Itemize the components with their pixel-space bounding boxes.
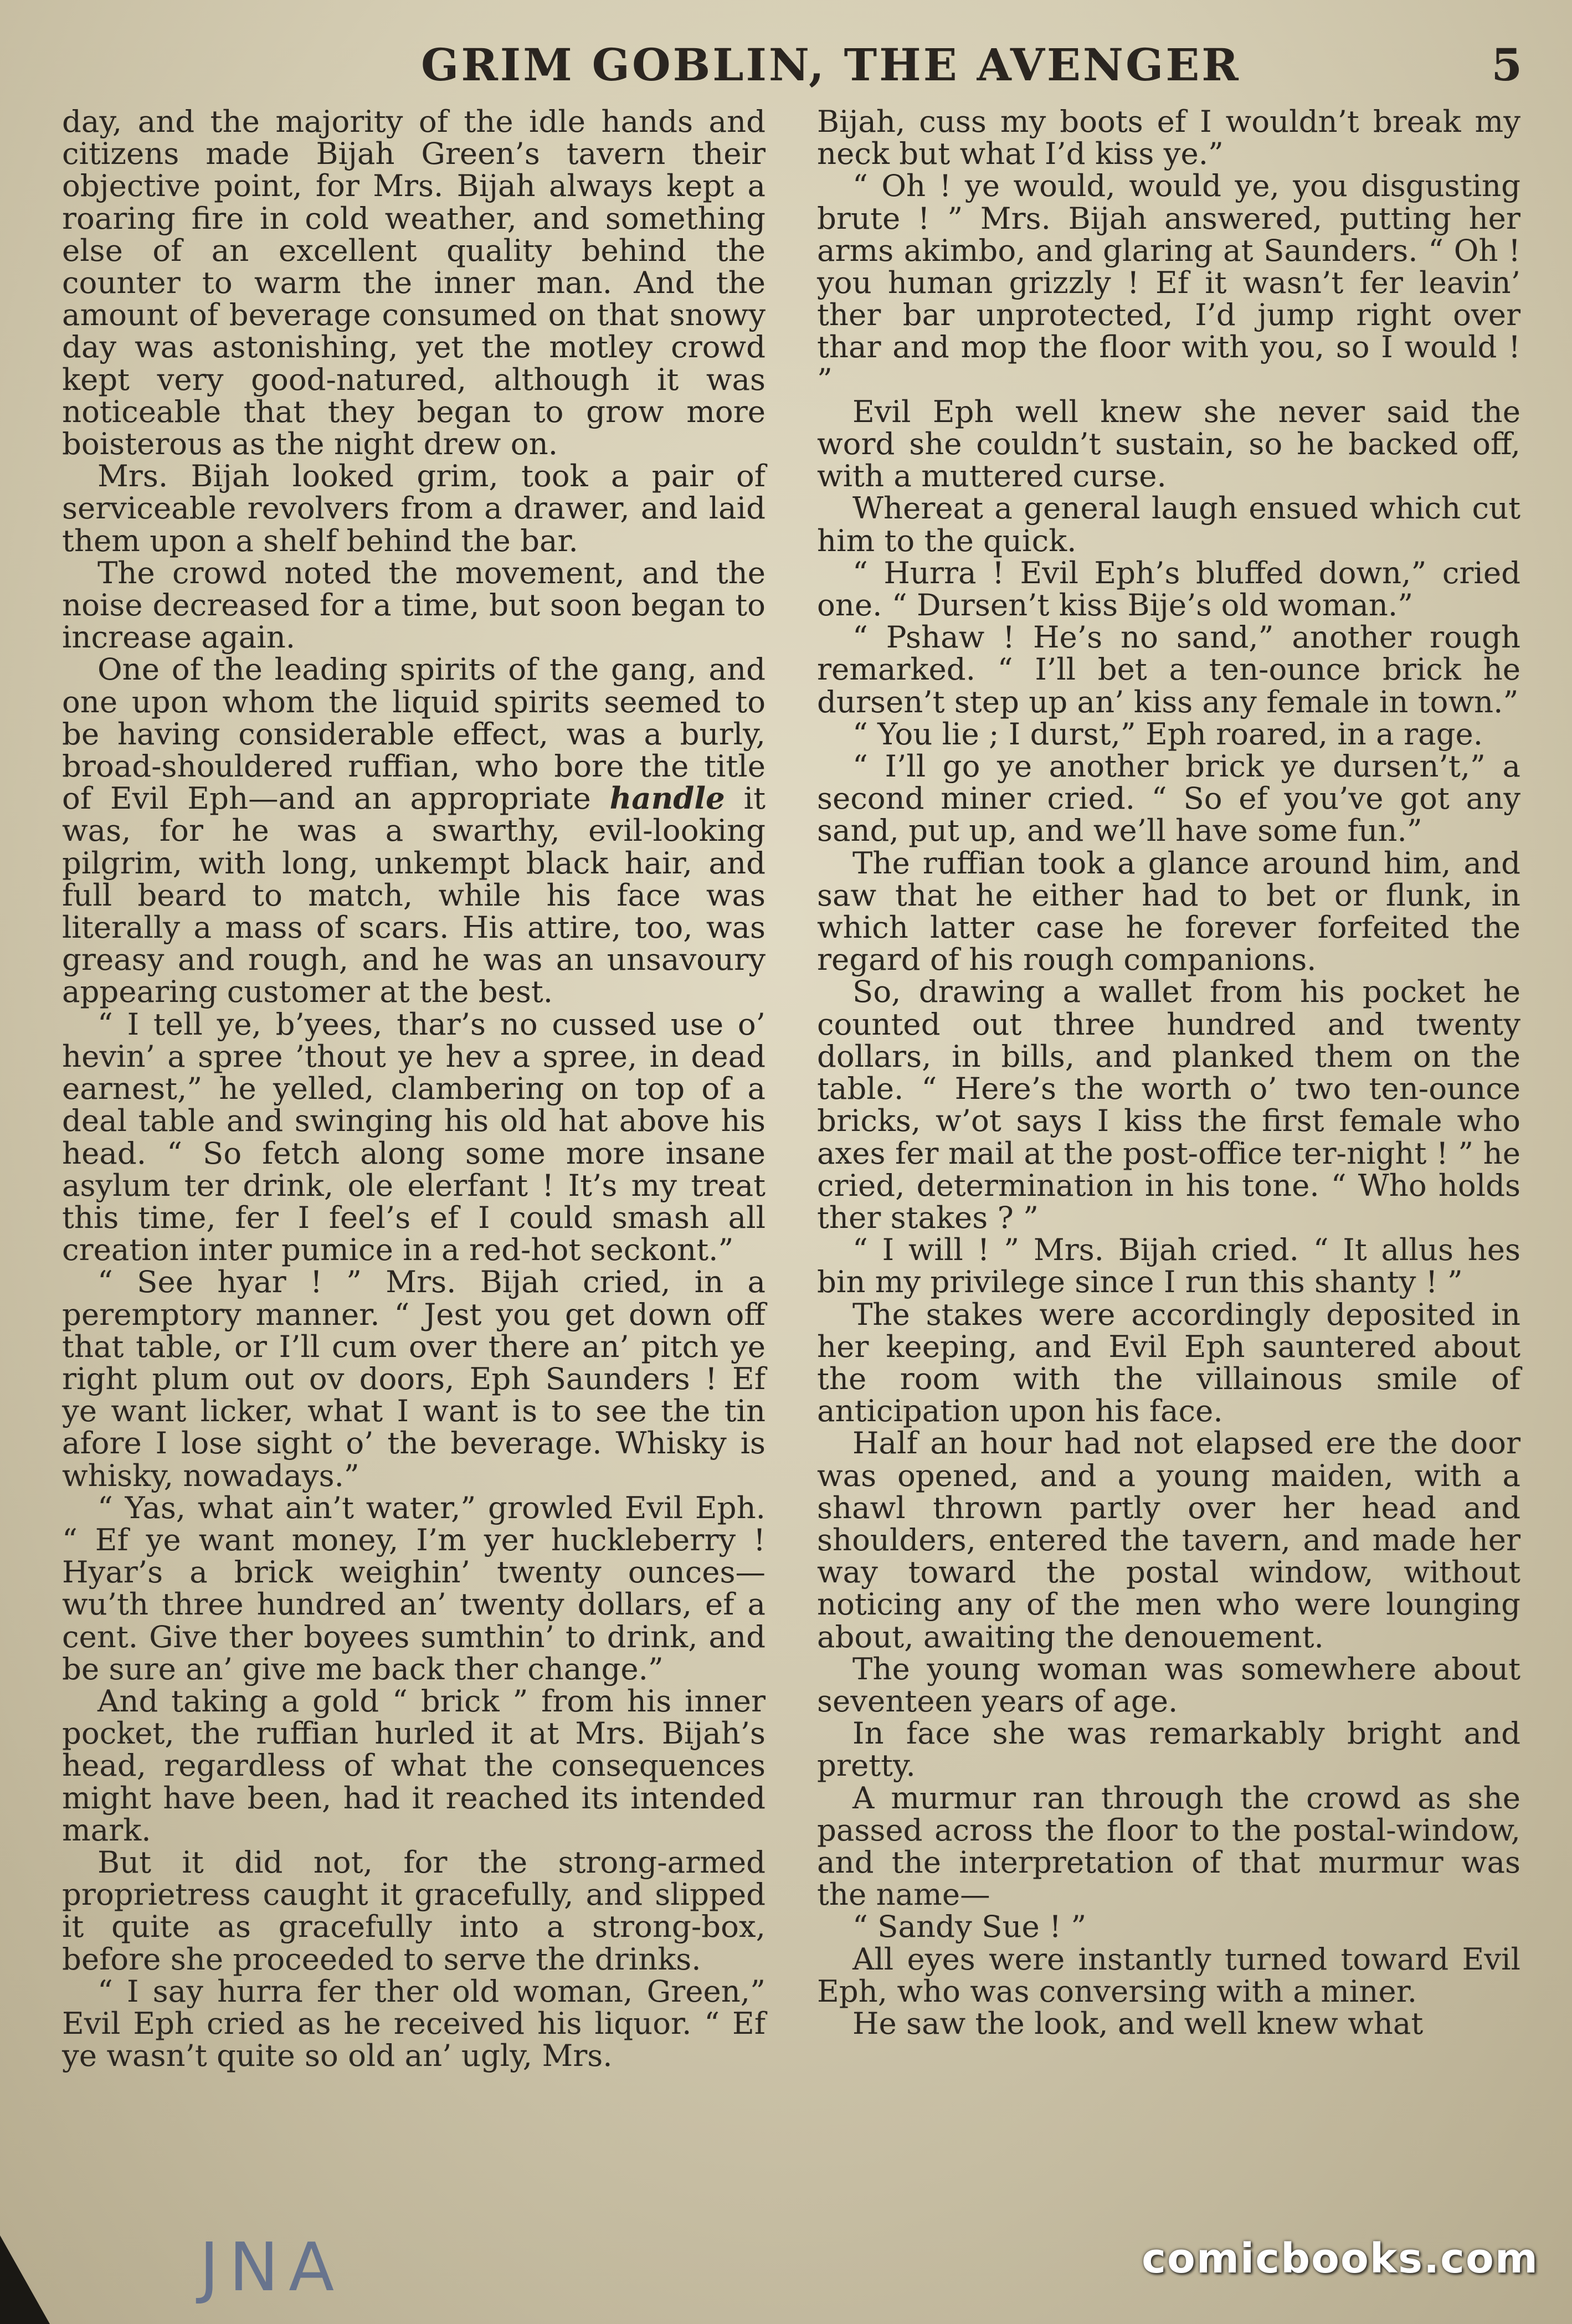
paragraph: But it did not, for the strong-armed proprietress caught it gracefully, and slipped it quite as gracefully into a strong-box, before she proceeded to serve the drinks. xyxy=(62,1844,766,1977)
torn-corner xyxy=(0,2235,50,2324)
paragraph: A murmur ran through the crowd as she passed across the floor to the postal-window, and the interpretation of that murmur was the name— xyxy=(817,1780,1520,1912)
paragraph: “ You lie ; I durst,” Eph roared, in a rage. xyxy=(852,716,1483,752)
left-text-column xyxy=(62,104,766,2074)
paragraph xyxy=(62,651,766,1010)
paragraph: “ Yas, what ain’t water,” growled Evil Eph. “ Ef ye want money, I’m yer huckleberry ! Hyar’s a brick weighin’ twenty ounces—wu’th three hundred an’ twenty dollars, ef a cent. Give ther boyees sumthin’ to drink, and be sure an’ give me back ther change.” xyxy=(62,1489,766,1687)
paragraph: And taking a gold “ brick ” from his inner pocket, the ruffian hurled it at Mrs. Bijah’s head, regardless of what the consequences might have been, had it reached its intended mark. xyxy=(62,1683,766,1848)
paragraph: “ See hyar ! ” Mrs. Bijah cried, in a peremptory manner. “ Jest you get down off that table, or I’ll cum over there an’ pitch ye right plum out ov doors, Eph Saunders ! Ef ye want licker, what I want is to see the tin afore I lose sight o’ the beverage. Whisky is whisky, nowadays.” xyxy=(62,1264,766,1493)
paragraph: “ Sandy Sue ! ” xyxy=(852,1909,1087,1945)
paragraph: Evil Eph well knew she never said the word she couldn’t sustain, so he backed off, with a muttered curse. xyxy=(817,393,1520,494)
paragraph: The crowd noted the movement, and the noise decreased for a time, but soon began to increase again. xyxy=(62,554,766,655)
page-header xyxy=(0,39,1572,105)
paragraph: Mrs. Bijah looked grim, took a pair of serviceable revolvers from a drawer, and laid them upon a shelf behind the bar. xyxy=(62,458,766,558)
paragraph: “ I’ll go ye another brick ye dursen’t,” a second miner cried. “ So ef you’ve got any sand, put up, and we’ll have some fun.” xyxy=(817,748,1520,849)
paragraph: “ I say hurra fer ther old woman, Green,” Evil Eph cried as he received his liquor. “ Ef ye wasn’t quite so old an’ ugly, Mrs. xyxy=(62,1973,766,2074)
site-watermark: comicbooks.com xyxy=(1142,2235,1539,2282)
paragraph: Whereat a general laugh ensued which cut him to the quick. xyxy=(817,490,1520,558)
paragraph: “ I will ! ” Mrs. Bijah cried. “ It allus hes bin my privilege since I run this shanty ! ” xyxy=(817,1232,1520,1300)
paragraph: Bijah, cuss my boots ef I wouldn’t break my neck but what I’d kiss ye.” xyxy=(817,104,1520,172)
paragraph: So, drawing a wallet from his pocket he counted out three hundred and twenty dollars, in bills, and planked them on the table. “ Here’s the worth o’ two ten-ounce bricks, w’ot says I kiss the first female who axes fer mail at the post-office ter-night ! ” he cried, determination in his tone. “ Who holds ther stakes ? ” xyxy=(817,974,1520,1235)
ink-stamp: JNA xyxy=(199,2229,345,2306)
page-number: 5 xyxy=(1491,39,1522,91)
paragraph: He saw the look, and well knew what xyxy=(852,2005,1424,2041)
paragraph: “ Pshaw ! He’s no sand,” another rough remarked. “ I’ll bet a ten-ounce brick he dursen’t step up an’ kiss any female in town.” xyxy=(817,619,1520,719)
right-text-column xyxy=(817,105,1520,2039)
paragraph: “ Oh ! ye would, would ye, you disgusting brute ! ” Mrs. Bijah answered, putting her arms akimbo, and glaring at Saunders. “ Oh ! you human grizzly ! Ef it wasn’t fer leavin’ ther bar unprotected, I’d jump right over thar and mop the floor with you, so I would ! ” xyxy=(817,168,1520,397)
paragraph: “ Hurra ! Evil Eph’s bluffed down,” cried one. “ Dursen’t kiss Bije’s old woman.” xyxy=(817,554,1520,623)
paragraph: Half an hour had not elapsed ere the door was opened, and a young maiden, with a shawl thrown partly over her head and shoulders, entered the tavern, and made her way toward the postal window, without noticing any of the men who were lounging about, awaiting the denouement. xyxy=(817,1425,1520,1654)
paragraph: All eyes were instantly turned toward Evil Eph, who was conversing with a miner. xyxy=(817,1941,1520,2009)
paragraph: The stakes were accordingly deposited in her keeping, and Evil Eph sauntered about the room with the villainous smile of anticipation upon his face. xyxy=(817,1296,1520,1429)
paragraph-text: it was, for he was a swarthy, evil-looking pilgrim, with long, unkempt black hair, and full beard to match, while his face was literally a mass of scars. His attire, too, was greasy and rough, and he was an unsavoury appearing customer at the best. xyxy=(62,780,766,1010)
paragraph: day, and the majority of the idle hands and citizens made Bijah Green’s tavern their objective point, for Mrs. Bijah always kept a roaring fire in cold weather, and something else of an excellent quality behind the counter to warm the inner man. And the amount of beverage consumed on that snowy day was astonishing, yet the motley crowd kept very good-natured, although it was noticeable that they began to grow more boisterous as the night drew on. xyxy=(62,104,766,462)
paragraph: The young woman was somewhere about seventeen years of age. xyxy=(817,1651,1520,1719)
italic-word: handle xyxy=(609,780,725,816)
paragraph-text: One of the leading spirits of the gang, and one upon whom the liquid spirits seemed to be having considerable effect, was a burly, broad-shouldered ruffian, who bore the title of Evil Eph—and an appropriate xyxy=(62,651,766,816)
paragraph: “ I tell ye, b’yees, thar’s no cussed use o’ hevin’ a spree ’thout ye hev a spree, in dead earnest,” he yelled, clambering on top of a deal table and swinging his old hat above his head. “ So fetch along some more insane asylum ter drink, ole elerfant ! It’s my treat this time, fer I feel’s ef I could smash all creation inter pumice in a red-hot seckont.” xyxy=(62,1006,766,1268)
paragraph: The ruffian took a glance around him, and saw that he either had to bet or flunk, in which latter case he forever forfeited the regard of his rough companions. xyxy=(817,845,1520,978)
paragraph: In face she was remarkably bright and pretty. xyxy=(817,1715,1520,1783)
running-title: GRIM GOBLIN, THE AVENGER xyxy=(421,39,1241,91)
